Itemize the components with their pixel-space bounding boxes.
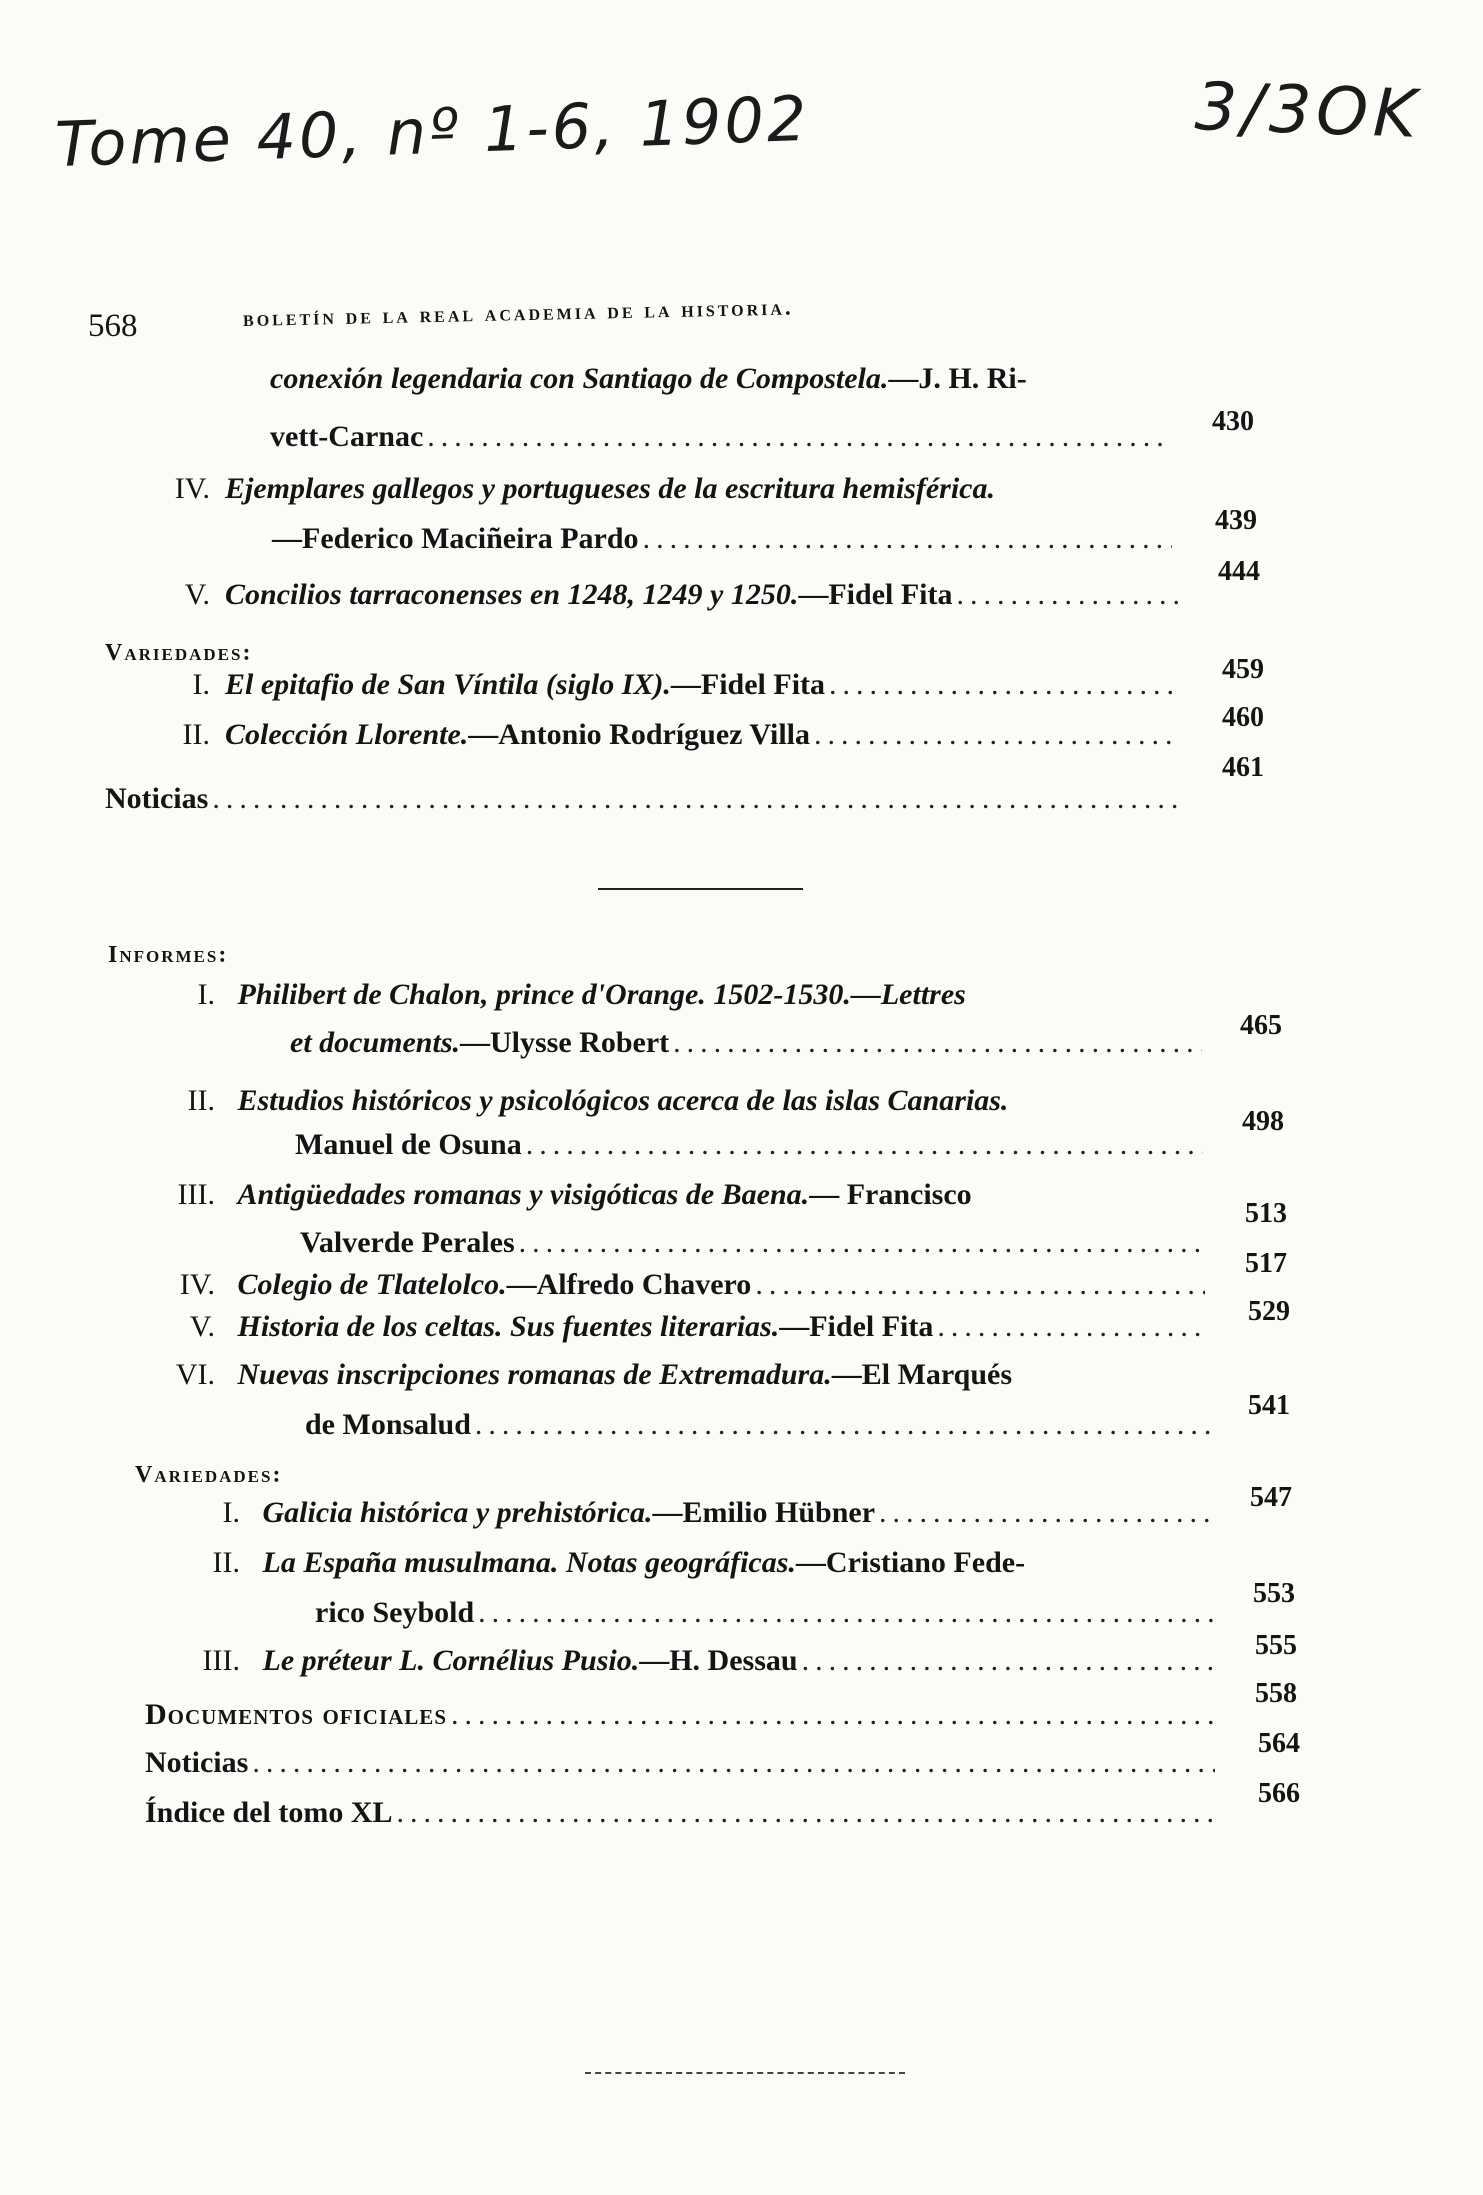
page-ref: 430 [1212,406,1254,437]
toc-entry: IV. Ejemplares gallegos y portugueses de la escritura hemisférica. [174,472,995,505]
dot-leader [879,1496,1210,1530]
page-ref: 558 [1255,1678,1297,1709]
section-heading-variedades: Variedades: [105,640,253,666]
toc-entry-continuation: vett-Carnac ..... [270,420,1170,464]
toc-entry-continuation: de Monsalud ..... [305,1408,1210,1452]
section-heading-variedades: Variedades: [135,1462,283,1488]
toc-entry: II. La España musulmana. Notas geográficas. —Cristiano Fede- [212,1546,1026,1579]
dot-leader [802,1644,1215,1678]
page-ref: 460 [1222,702,1264,733]
toc-entry-documentos: Documentos oficiales ..... [145,1698,1215,1742]
page-ref: 498 [1242,1106,1284,1137]
dot-leader [451,1698,1215,1732]
dot-leader [814,718,1180,752]
toc-entry-continued: conexión legendaria con Santiago de Compostela. —J. H. Ri- [270,362,1027,395]
toc-entry: IV. Colegio de Tlatelolco. —Alfredo Chavero ..... [165,1268,1205,1312]
section-heading-informes: Informes: [108,942,229,968]
dot-leader [519,1226,1205,1260]
toc-entry-noticias: Noticias ..... [105,782,1185,826]
toc-entry: III. Le préteur L. Cornélius Pusio. —H. Dessau ..... [190,1644,1215,1688]
dot-leader [755,1268,1205,1302]
toc-entry-continuation: rico Seybold ..... [315,1596,1215,1640]
dot-leader [957,578,1180,612]
page-ref: 459 [1222,654,1264,685]
toc-entry-continuation: et documents. —Ulysse Robert ..... [290,1026,1202,1070]
section-divider [598,888,803,890]
page-ref: 517 [1245,1248,1287,1279]
dot-leader [252,1746,1215,1780]
toc-entry: V. Concilios tarraconenses en 1248, 1249 y 1250. —Fidel Fita ..... [140,578,1180,622]
page-ref: 541 [1248,1390,1290,1421]
dot-leader [427,420,1170,454]
page-ref: 555 [1255,1630,1297,1661]
toc-entry-continuation: Manuel de Osuna ..... [295,1128,1203,1172]
page-ref: 439 [1215,505,1257,536]
page-ref: 461 [1222,752,1264,783]
dot-leader [212,782,1185,816]
toc-entry: III. Antigüedades romanas y visigóticas de Baena. — Francisco [177,1178,972,1211]
page-ref: 444 [1218,556,1260,587]
toc-entry-indice: Índice del tomo XL ..... [145,1796,1215,1840]
page-ref: 529 [1248,1296,1290,1327]
page-ref: 564 [1258,1728,1300,1759]
page-number: 568 [88,308,138,344]
toc-entry: II. Colección Llorente. —Antonio Rodríguez Villa ..... [140,718,1180,762]
toc-entry: V. Historia de los celtas. Sus fuentes literarias. —Fidel Fita ..... [165,1310,1205,1354]
handwritten-shelf-code: 3/3OK [1193,68,1423,153]
dot-leader [526,1128,1203,1162]
end-rule [585,2072,905,2074]
page-ref: 566 [1258,1778,1300,1809]
dot-leader [478,1596,1215,1630]
handwritten-volume-note: Tome 40, nº 1-6, 1902 [53,81,811,182]
page-ref: 547 [1250,1482,1292,1513]
toc-entry: I. Galicia histórica y prehistórica. —Emilio Hübner ..... [195,1496,1210,1540]
page-ref: 513 [1245,1198,1287,1229]
toc-entry: VI. Nuevas inscripciones romanas de Extremadura. —El Marqués [175,1358,1013,1391]
page-ref: 553 [1253,1578,1295,1609]
running-header-title: boletín de la real academia de la historia. [242,294,794,331]
dot-leader [673,1026,1202,1060]
toc-entry-noticias: Noticias ..... [145,1746,1215,1790]
toc-entry: II. Estudios históricos y psicológicos acerca de las islas Canarias. [187,1084,1009,1117]
dot-leader [829,668,1180,702]
toc-entry-continuation: —Federico Maciñeira Pardo ..... [272,522,1172,566]
toc-entry: I. Philibert de Chalon, prince d'Orange. 1502-1530.—Lettres [197,978,966,1011]
toc-entry-continuation: Valverde Perales ..... [300,1226,1205,1270]
page-ref: 465 [1240,1010,1282,1041]
toc-entry: I. El epitafio de San Víntila (siglo IX). —Fidel Fita ..... [140,668,1180,712]
dot-leader [937,1310,1205,1344]
dot-leader [643,522,1172,556]
dot-leader [397,1796,1216,1830]
dot-leader [475,1408,1210,1442]
